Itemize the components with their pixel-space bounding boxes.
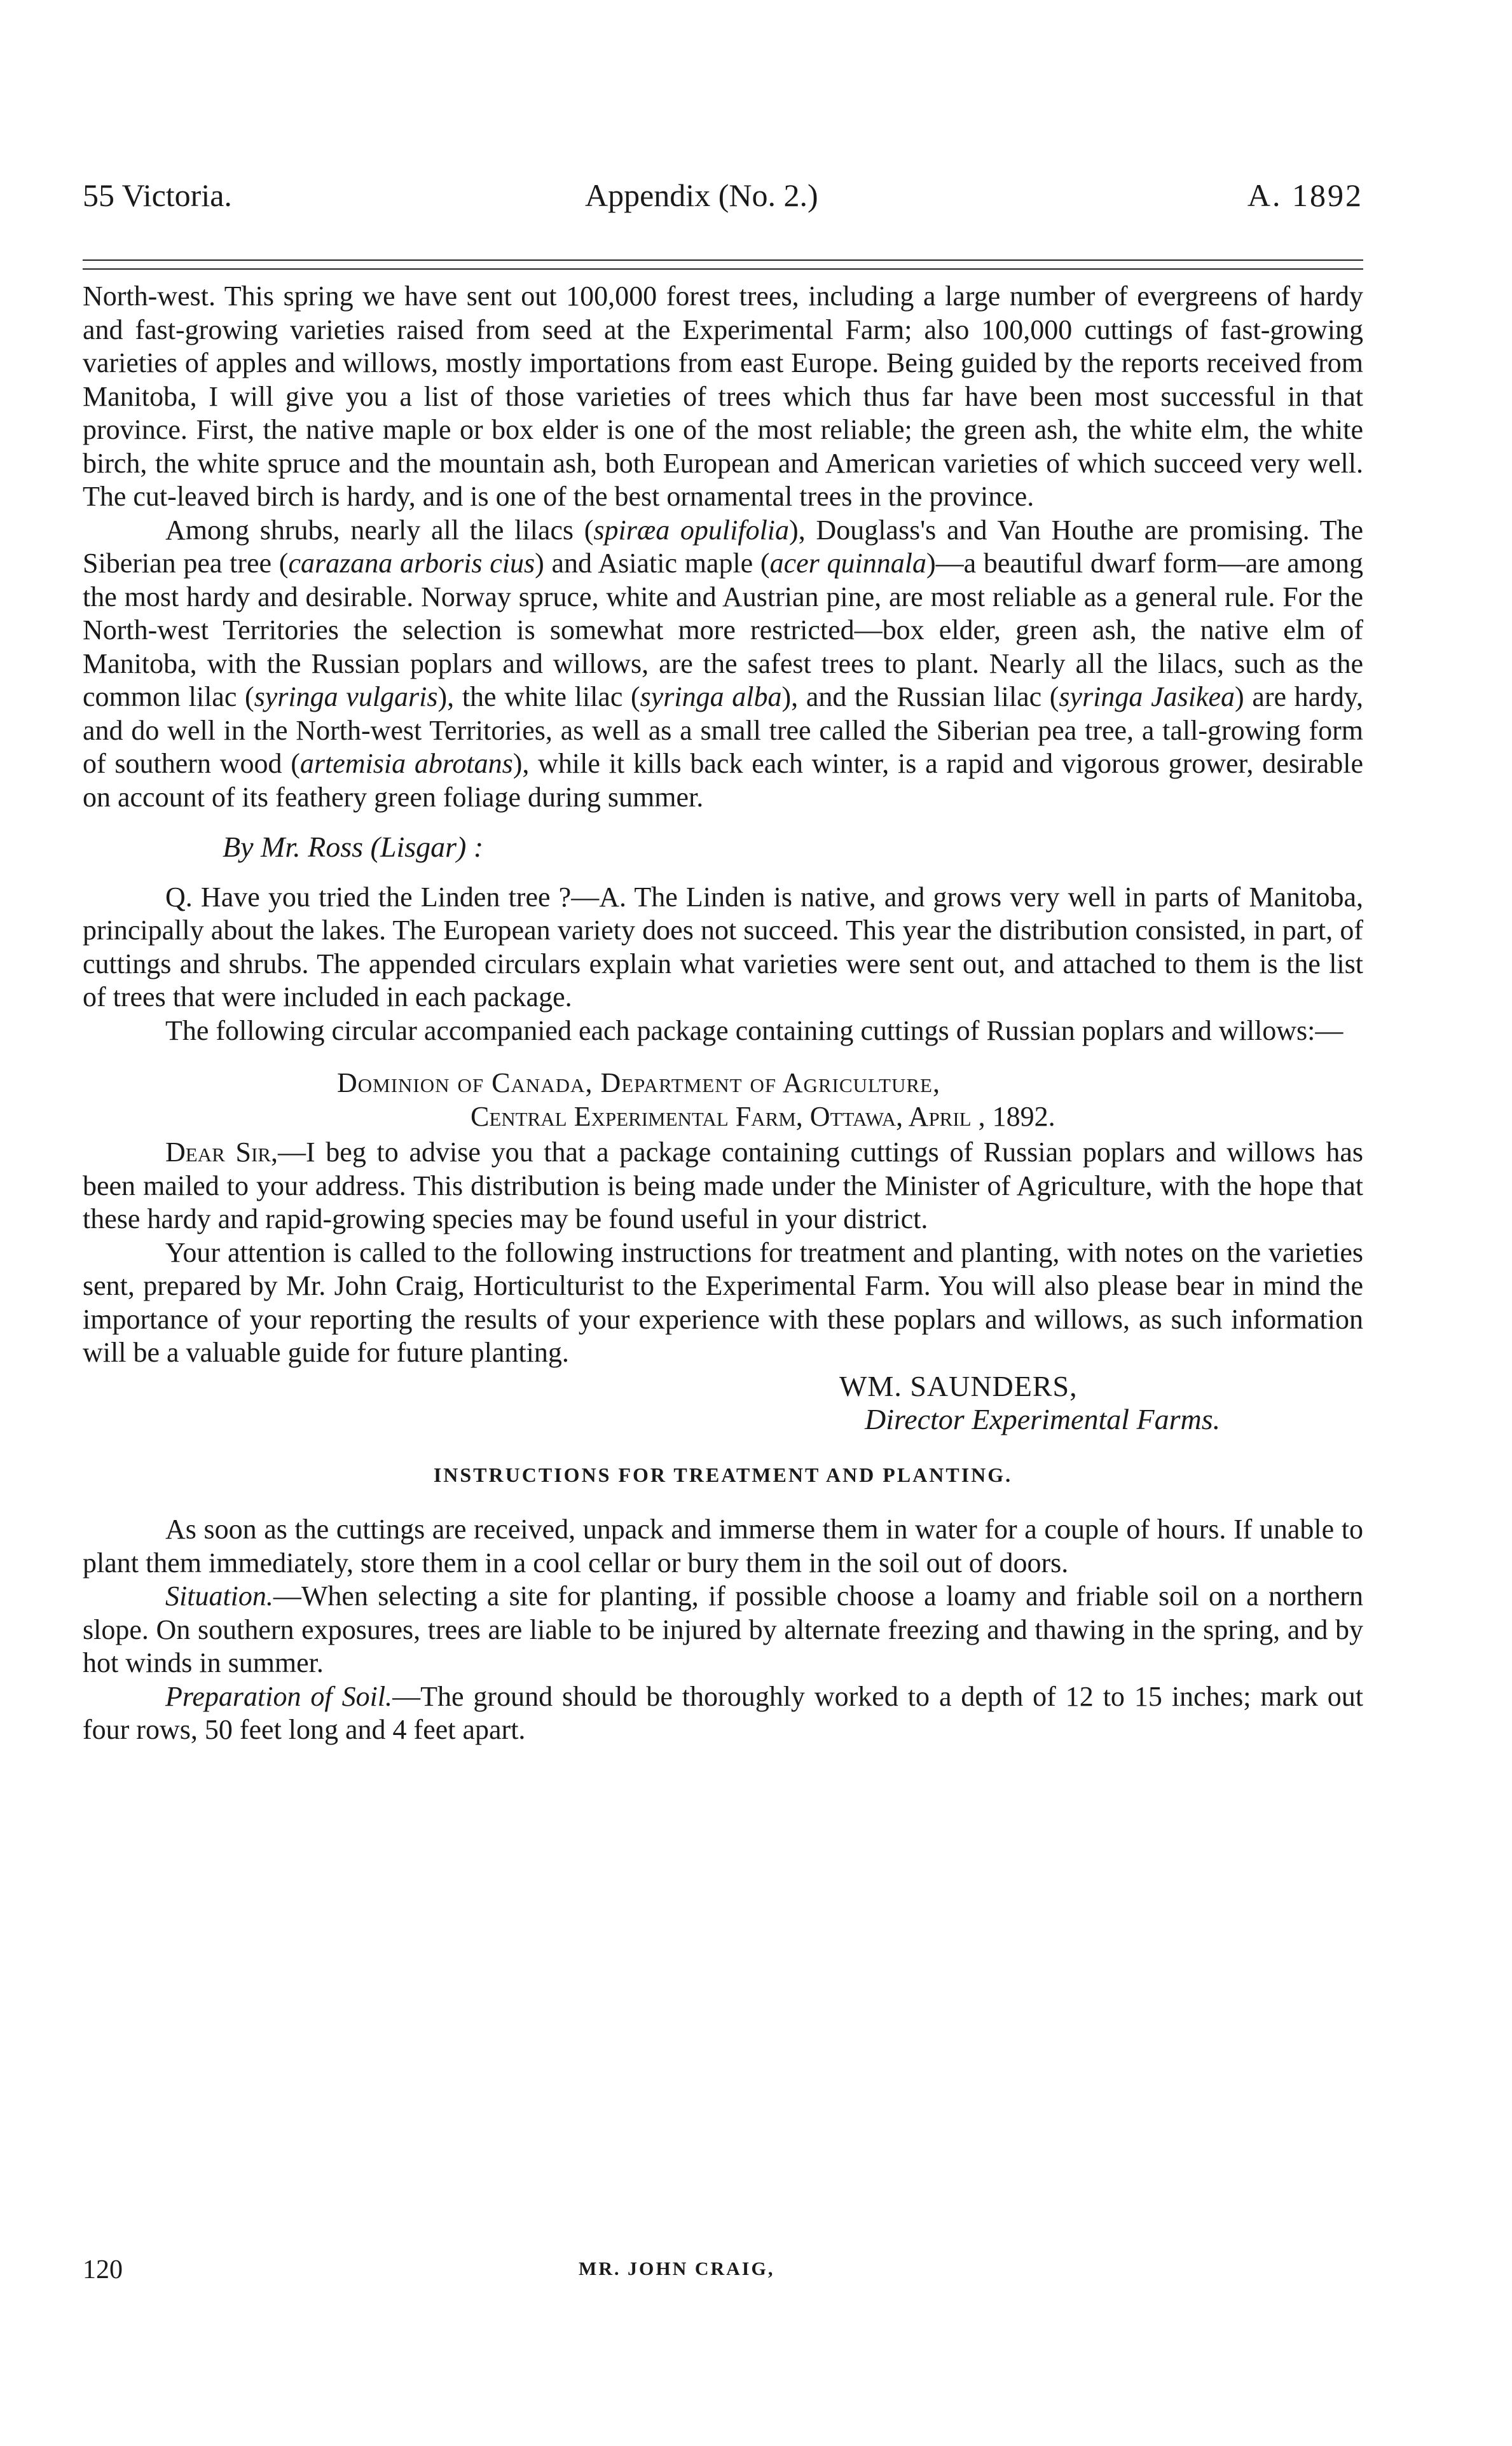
header-year: A. 1892: [1247, 177, 1363, 213]
paragraph-soil: [83, 1680, 1363, 1747]
text-run: Among shrubs, nearly all the lilacs (: [165, 514, 594, 546]
run-in-heading: Preparation of Soil.: [165, 1680, 393, 1712]
paragraph-northwest: North-west. This spring we have sent out 100,000 forest trees, including a large number of evergreens of hardy and fast-growing varieties raised from seed at the Experimental Farm; also 100,000 cuttings of fast-growing varieties of apples and willows, mostly importations from east Europe. Being guided by the reports received from Manitoba, I will give you a list of those varieties of trees which thus far have been most successful in that province. First, the native maple or box elder is one of the most reliable; the green ash, the white elm, the white birch, the white spruce and the mountain ash, both European and American varieties of which succeed very well. The cut-leaved birch is hardy, and is one of the best ornamental trees in the province.: [83, 280, 1363, 512]
text-run: ), and the Russian lilac (: [781, 681, 1059, 712]
page-number: 120: [83, 2255, 123, 2284]
paragraph-situation: [83, 1580, 1363, 1680]
text-run: ), while it kills back each winter, is a rapid and vigorous grower, desirable on account of its feathery green foliage during summer.: [83, 748, 1364, 813]
paragraph-circular-intro: The following circular accompanied each package containing cuttings of Russian poplars and willows:—: [165, 1014, 1344, 1046]
header-session: 55 Victoria.: [83, 177, 232, 213]
species-name: syringa Jasikea: [1059, 681, 1235, 712]
species-name: syringa alba: [640, 681, 782, 712]
text-run: ), the white lilac (: [437, 681, 640, 712]
paragraph-unpack: As soon as the cuttings are received, unpack and immerse them in water for a couple of hours. If unable to plant them immediately, store them in a cool cellar or bury them in the soil out of doors.: [83, 1514, 1363, 1579]
page-footer: [83, 2255, 1363, 2293]
text-run: )—a beautiful dwarf form—are among the most hardy and desirable. Norway spruce, white and Austrian pine, are most reliable as a general rule. For the North-west Territories the selection is somewhat more restricted—box elder, green ash, the native elm of Manitoba, with the Russian poplars and willows, are the safest trees to plant. Nearly all the lilacs, such as the common lilac (: [83, 548, 1364, 712]
text-run: —When selecting a site for planting, if possible choose a loamy and friable soil on a northern slope. On southern exposures, trees are liable to be injured by alternate freezing and thawing in the spring, and by hot winds in summer.: [83, 1580, 1363, 1678]
text-run: —I beg to advise you that a package containing cuttings of Russian poplars and willows has been mailed to your address. This distribution is being made under the Minister of Agriculture, with the hope that these hardy and rapid-growing species may be found useful in your district.: [83, 1137, 1363, 1234]
letter-paragraph-2: Your attention is called to the following instructions for treatment and planting, with notes on the varieties sent, prepared by Mr. John Craig, Horticulturist to the Experimental Farm. You will also please bear in mind the importance of your reporting the results of your experience with these poplars and willows, as such information will be a valuable guide for future planting.: [83, 1236, 1363, 1368]
header-rule-bottom: [83, 268, 1363, 270]
letter-paragraph-1: [83, 1136, 1363, 1236]
section-heading: INSTRUCTIONS FOR TREATMENT AND PLANTING.: [433, 1463, 1013, 1486]
run-in-heading: Situation.: [165, 1580, 273, 1612]
header-appendix: Appendix (No. 2.): [585, 177, 818, 213]
running-header: [83, 177, 1363, 228]
letter-heading-farm: Central Experimental Farm, Ottawa, April , 1892.: [471, 1100, 1055, 1132]
paragraph-linden: Q. Have you tried the Linden tree ?—A. The Linden is native, and grows very well in parts of Manitoba, principally about the lakes. The European variety does not succeed. This year the distribution consisted, in part, of cuttings and shrubs. The appended circulars explain what varieties were sent out, and attached to them is the list of trees that were included in each package.: [83, 881, 1363, 1012]
body-text: [83, 280, 1363, 1747]
header-rule-top: [83, 259, 1363, 261]
species-name: spiræa opulifolia: [593, 514, 790, 546]
salutation: Dear Sir,: [165, 1137, 278, 1168]
letter-heading-department: Dominion of Canada, Department of Agriculture,: [337, 1067, 940, 1098]
paragraph-shrubs: [83, 514, 1363, 815]
text-run: ), Douglass's and Van Houthe are promising. The Siberian pea tree (: [83, 514, 1363, 579]
signature-name: WM. SAUNDERS,: [839, 1369, 1078, 1402]
text-run: ) and Asiatic maple (: [535, 548, 770, 579]
questioner-byline: By Mr. Ross (Lisgar) :: [223, 831, 484, 863]
text-run: ) are hardy, and do well in the North-west Territories, as well as a small tree called the Siberian pea tree, a tall-growing form of southern wood (: [83, 681, 1363, 779]
species-name: carazana arboris cius: [288, 548, 535, 579]
catchword: MR. JOHN CRAIG,: [579, 2258, 775, 2279]
signature-title: Director Experimental Farms.: [865, 1403, 1221, 1435]
text-run: —The ground should be thoroughly worked to a depth of 12 to 15 inches; mark out four rows, 50 feet long and 4 feet apart.: [83, 1680, 1363, 1745]
species-name: artemisia abrotans: [299, 748, 513, 779]
species-name: acer quinnala: [769, 548, 926, 579]
species-name: syringa vulgaris: [254, 681, 438, 712]
